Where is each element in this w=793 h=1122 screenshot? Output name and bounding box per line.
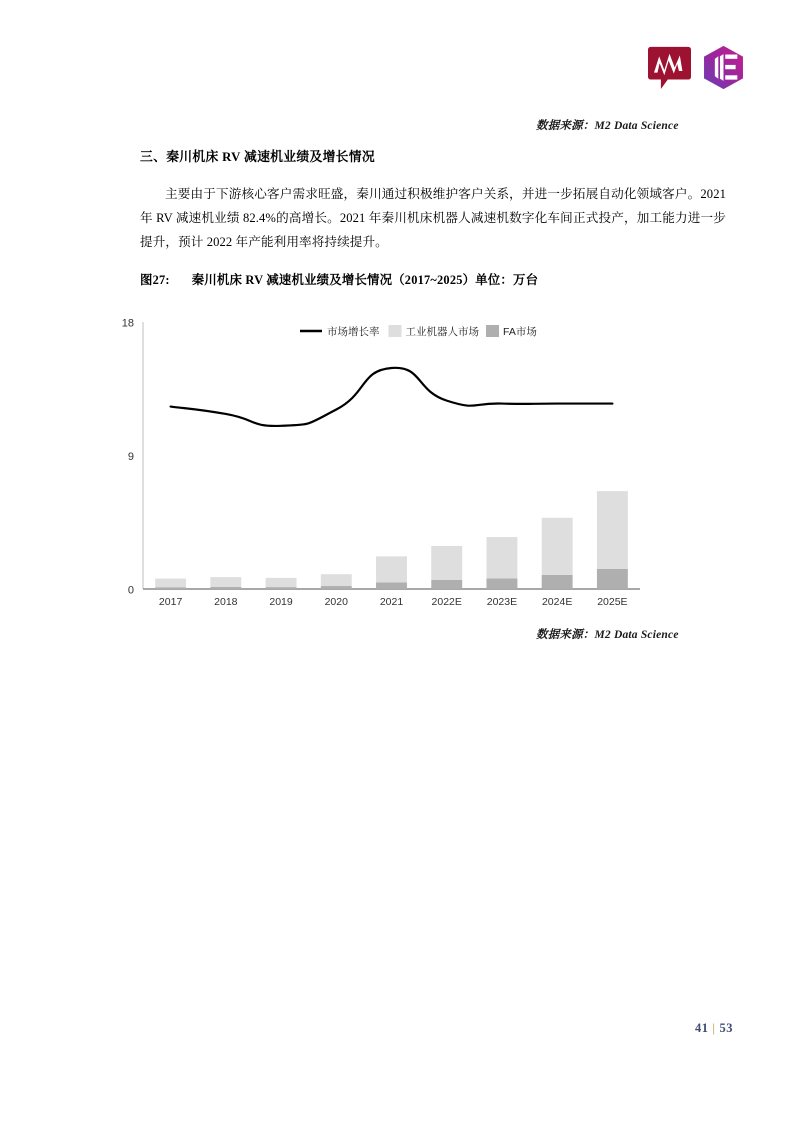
data-source-top: 数据来源：M2 Data Science [536,120,679,132]
legend-label: FA市场 [503,326,537,338]
y-axis-tick: 0 [127,584,134,597]
brand-logo-group [648,45,746,90]
chart-canvas [100,305,660,620]
bar-segment [321,586,352,589]
data-source-bottom: 数据来源：M2 Data Science [536,629,679,641]
bar-segment [542,518,573,575]
legend-swatch [389,325,402,337]
figure-chart [100,305,660,620]
legend-label: 工业机器人市场 [405,326,479,338]
page-separator: | [712,1021,716,1035]
chart-legend [300,325,537,338]
bar-segment [321,574,352,586]
bar-segment [155,579,186,588]
x-axis-tick: 2017 [158,596,183,608]
page-total: 53 [719,1021,733,1035]
bar-segment [210,587,241,589]
x-axis-tick: 2018 [214,596,238,608]
bar-segment [431,580,462,589]
x-axis-tick: 2020 [324,596,348,608]
x-axis-tick: 2019 [269,596,293,608]
y-axis-tick: 18 [121,317,134,330]
bar-series-group [155,491,628,589]
y-axis-tick: 9 [127,451,134,463]
legend-label: 市场增长率 [327,326,380,338]
figure-caption [140,270,538,288]
bar-segment [542,575,573,589]
bar-segment [266,578,297,587]
legend-swatch [486,325,499,337]
x-axis-tick: 2021 [379,596,404,608]
hexagon-e-logo [701,45,746,90]
x-axis-tick: 2025E [597,596,628,608]
bar-segment [376,556,407,582]
growth-rate-line [171,368,613,426]
figure-number: 图27: [140,273,170,287]
figure-title: 秦川机床 RV 减速机业绩及增长情况（2017~2025）单位：万台 [191,273,539,287]
body-paragraph: 主要由于下游核心客户需求旺盛，秦川通过积极维护客户关系，并进一步拓展自动化领域客户。2021 年 RV 减速机业绩 82.4%的高增长。2021 年秦川机床机器人减速机数字化车间正式投产，加工能力进一步提升，预计 2022 年产能利用率将持续提升。 [140,187,726,249]
x-axis-tick: 2022E [431,596,462,608]
page-current: 41 [694,1021,709,1035]
bar-segment [266,587,297,589]
bar-segment [431,546,462,580]
bar-segment [486,537,517,578]
bar-segment [597,569,628,589]
y-axis-tick-labels [122,318,134,597]
bar-segment [376,582,407,589]
x-axis-tick: 2023E [486,596,518,608]
page-number [0,1021,733,1036]
x-axis-tick: 2024E [541,596,573,608]
bar-segment [597,491,628,569]
x-axis-tick-labels [159,596,628,608]
m2-speech-bubble-logo [648,45,691,90]
bar-segment [486,578,517,589]
bar-segment [210,577,241,587]
section-heading: 三、秦川机床 RV 减速机业绩及增长情况 [140,150,375,164]
bar-segment [155,587,186,589]
